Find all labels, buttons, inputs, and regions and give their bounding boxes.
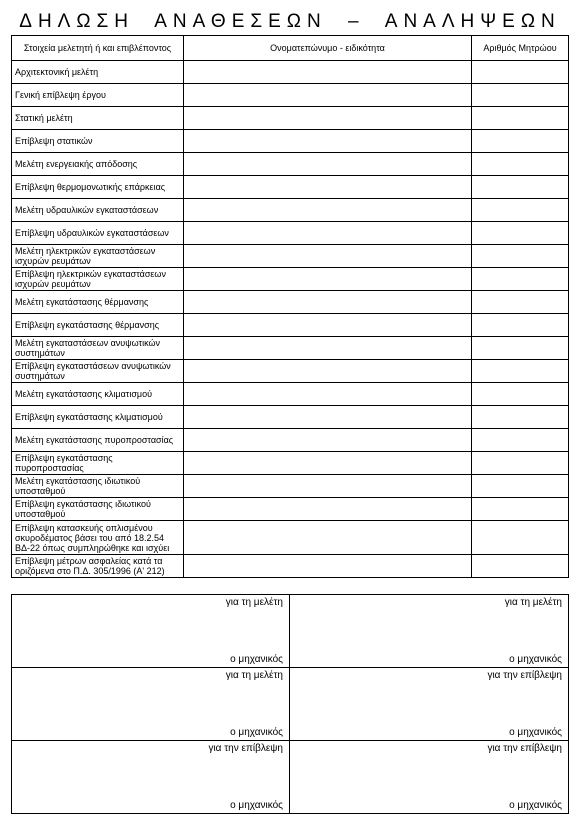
header-name-specialty: Ονοματεπώνυμο - ειδικότητα <box>184 36 472 61</box>
name-specialty-cell[interactable] <box>184 107 472 130</box>
table-row <box>12 360 569 383</box>
signature-box[interactable] <box>12 741 290 814</box>
header-professional-details: Στοιχεία μελετητή ή και επιβλέποντος <box>12 36 184 61</box>
signatures-table <box>11 594 569 814</box>
table-row <box>12 245 569 268</box>
name-specialty-cell[interactable] <box>184 314 472 337</box>
registry-number-cell[interactable] <box>472 199 569 222</box>
name-specialty-cell[interactable] <box>184 406 472 429</box>
registry-number-cell[interactable] <box>472 360 569 383</box>
table-row <box>12 406 569 429</box>
registry-number-cell[interactable] <box>472 176 569 199</box>
table-row <box>12 521 569 555</box>
table-row <box>12 555 569 578</box>
signature-box[interactable] <box>12 595 290 668</box>
registry-number-cell[interactable] <box>472 314 569 337</box>
row-label: Μελέτη ηλεκτρικών εγκαταστάσεων ισχυρών ρευμάτων <box>12 245 184 268</box>
table-row <box>12 84 569 107</box>
name-specialty-cell[interactable] <box>184 245 472 268</box>
registry-number-cell[interactable] <box>472 555 569 578</box>
row-label: Αρχιτεκτονική μελέτη <box>12 61 184 84</box>
name-specialty-cell[interactable] <box>184 222 472 245</box>
row-label: Επίβλεψη μέτρων ασφαλείας κατά τα οριζόμενα στο Π.Δ. 305/1996 (Α' 212) <box>12 555 184 578</box>
registry-number-cell[interactable] <box>472 452 569 475</box>
table-header-row <box>12 36 569 61</box>
assignments-table <box>11 35 569 578</box>
signature-row <box>12 595 569 668</box>
name-specialty-cell[interactable] <box>184 268 472 291</box>
registry-number-cell[interactable] <box>472 268 569 291</box>
table-row <box>12 153 569 176</box>
signature-engineer-label: ο μηχανικός <box>509 800 562 811</box>
row-label: Μελέτη εγκαταστάσεων ανυψωτικών συστημάτων <box>12 337 184 360</box>
registry-number-cell[interactable] <box>472 383 569 406</box>
registry-number-cell[interactable] <box>472 337 569 360</box>
row-label: Μελέτη εγκατάστασης κλιματισμού <box>12 383 184 406</box>
registry-number-cell[interactable] <box>472 153 569 176</box>
row-label: Επίβλεψη ηλεκτρικών εγκαταστάσεων ισχυρών ρευμάτων <box>12 268 184 291</box>
table-row <box>12 429 569 452</box>
name-specialty-cell[interactable] <box>184 360 472 383</box>
signature-purpose-label: για την επίβλεψη <box>487 743 562 754</box>
signature-engineer-label: ο μηχανικός <box>509 654 562 665</box>
table-row <box>12 61 569 84</box>
name-specialty-cell[interactable] <box>184 337 472 360</box>
signature-box[interactable] <box>290 595 569 668</box>
signature-engineer-label: ο μηχανικός <box>230 654 283 665</box>
signatures-body <box>12 595 569 814</box>
row-label: Επίβλεψη κατασκευής οπλισμένου σκυροδέματος βάσει του από 18.2.54 ΒΔ-22 όπως συμπληρώθηκε και ισχύει <box>12 521 184 555</box>
signature-row <box>12 668 569 741</box>
row-label: Στατική μελέτη <box>12 107 184 130</box>
signature-purpose-label: για την επίβλεψη <box>487 670 562 681</box>
row-label: Επίβλεψη στατικών <box>12 130 184 153</box>
registry-number-cell[interactable] <box>472 429 569 452</box>
registry-number-cell[interactable] <box>472 406 569 429</box>
name-specialty-cell[interactable] <box>184 199 472 222</box>
name-specialty-cell[interactable] <box>184 84 472 107</box>
name-specialty-cell[interactable] <box>184 429 472 452</box>
table-row <box>12 337 569 360</box>
signature-engineer-label: ο μηχανικός <box>230 727 283 738</box>
name-specialty-cell[interactable] <box>184 291 472 314</box>
signature-box[interactable] <box>12 668 290 741</box>
table-row <box>12 130 569 153</box>
signature-engineer-label: ο μηχανικός <box>230 800 283 811</box>
registry-number-cell[interactable] <box>472 498 569 521</box>
row-label: Επίβλεψη εγκατάστασης ιδιωτικού υποσταθμού <box>12 498 184 521</box>
signature-purpose-label: για την επίβλεψη <box>208 743 283 754</box>
row-label: Μελέτη εγκατάστασης πυροπροστασίας <box>12 429 184 452</box>
signature-box[interactable] <box>290 741 569 814</box>
table-row <box>12 268 569 291</box>
row-label: Επίβλεψη εγκαταστάσεων ανυψωτικών συστημάτων <box>12 360 184 383</box>
row-label: Επίβλεψη εγκατάστασης κλιματισμού <box>12 406 184 429</box>
table-row <box>12 176 569 199</box>
signature-purpose-label: για τη μελέτη <box>225 670 283 681</box>
table-row <box>12 199 569 222</box>
table-row <box>12 291 569 314</box>
name-specialty-cell[interactable] <box>184 555 472 578</box>
signature-purpose-label: για τη μελέτη <box>225 597 283 608</box>
table-body <box>12 61 569 578</box>
registry-number-cell[interactable] <box>472 291 569 314</box>
table-row <box>12 383 569 406</box>
signature-row <box>12 741 569 814</box>
registry-number-cell[interactable] <box>472 130 569 153</box>
signature-purpose-label: για τη μελέτη <box>504 597 562 608</box>
row-label: Επίβλεψη εγκατάστασης πυροπροστασίας <box>12 452 184 475</box>
registry-number-cell[interactable] <box>472 84 569 107</box>
name-specialty-cell[interactable] <box>184 521 472 555</box>
registry-number-cell[interactable] <box>472 61 569 84</box>
row-label: Μελέτη ενεργειακής απόδοσης <box>12 153 184 176</box>
row-label: Επίβλεψη υδραυλικών εγκαταστάσεων <box>12 222 184 245</box>
table-row <box>12 498 569 521</box>
name-specialty-cell[interactable] <box>184 383 472 406</box>
row-label: Μελέτη εγκατάστασης ιδιωτικού υποσταθμού <box>12 475 184 498</box>
row-label: Επίβλεψη εγκατάστασης θέρμανσης <box>12 314 184 337</box>
row-label: Γενική επίβλεψη έργου <box>12 84 184 107</box>
row-label: Επίβλεψη θερμομονωτικής επάρκειας <box>12 176 184 199</box>
registry-number-cell[interactable] <box>472 245 569 268</box>
signature-box[interactable] <box>290 668 569 741</box>
name-specialty-cell[interactable] <box>184 452 472 475</box>
registry-number-cell[interactable] <box>472 521 569 555</box>
registry-number-cell[interactable] <box>472 222 569 245</box>
signature-engineer-label: ο μηχανικός <box>509 727 562 738</box>
table-row <box>12 475 569 498</box>
name-specialty-cell[interactable] <box>184 153 472 176</box>
row-label: Μελέτη εγκατάστασης θέρμανσης <box>12 291 184 314</box>
name-specialty-cell[interactable] <box>184 130 472 153</box>
table-row <box>12 107 569 130</box>
registry-number-cell[interactable] <box>472 107 569 130</box>
name-specialty-cell[interactable] <box>184 61 472 84</box>
header-registry-number: Αριθμός Μητρώου <box>472 36 569 61</box>
row-label: Μελέτη υδραυλικών εγκαταστάσεων <box>12 199 184 222</box>
table-row <box>12 452 569 475</box>
table-row <box>12 222 569 245</box>
registry-number-cell[interactable] <box>472 475 569 498</box>
name-specialty-cell[interactable] <box>184 475 472 498</box>
table-row <box>12 314 569 337</box>
name-specialty-cell[interactable] <box>184 498 472 521</box>
name-specialty-cell[interactable] <box>184 176 472 199</box>
page-title: ΔΗΛΩΣΗ ΑΝΑΘΕΣΕΩΝ – ΑΝΑΛΗΨΕΩΝ <box>19 11 561 32</box>
